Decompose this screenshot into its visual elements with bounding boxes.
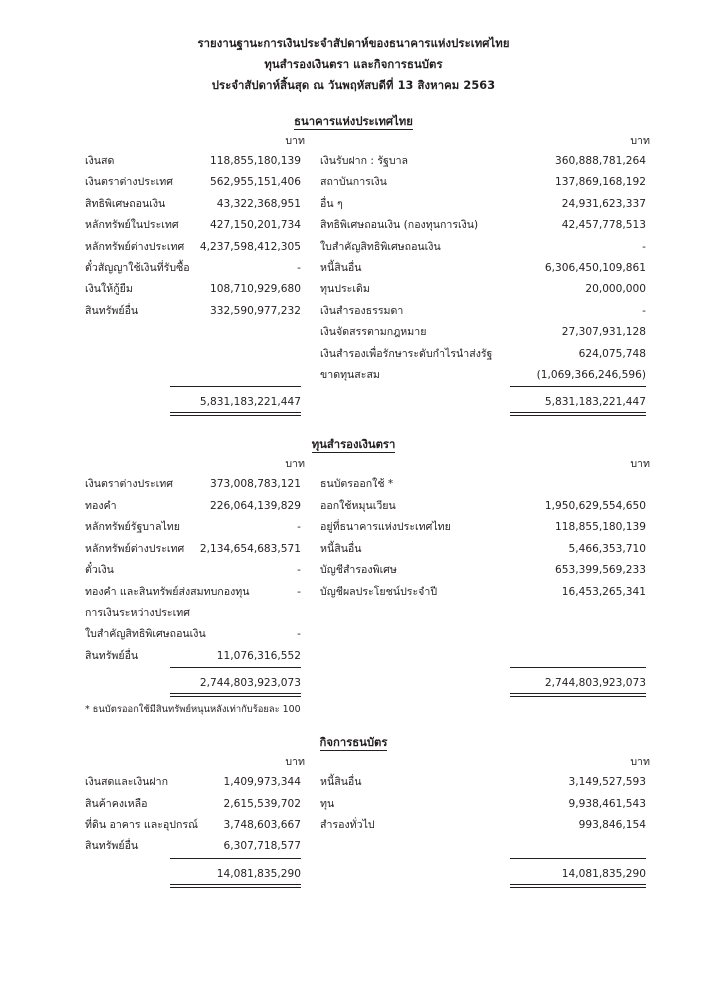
table-row xyxy=(0,603,707,624)
double-rule-left xyxy=(170,693,301,697)
table-cr-total-row xyxy=(0,673,707,693)
row-value: 360,888,781,264 xyxy=(555,155,646,167)
row-label: สินทรัพย์อื่น xyxy=(85,304,139,317)
row-label: ขาดทุนสะสม xyxy=(320,369,380,382)
table-row xyxy=(0,772,707,793)
total-rule-left xyxy=(170,858,301,859)
row-label: เงินจัดสรรตามกฎหมาย xyxy=(320,326,427,339)
total-value-right: 14,081,835,290 xyxy=(561,867,646,880)
row-label: สำรองทั่วไป xyxy=(320,818,375,831)
row-value: 1,409,973,344 xyxy=(223,776,301,789)
table-row xyxy=(0,646,707,667)
row-label: เงินตราต่างประเทศ xyxy=(85,478,173,491)
row-label: เงินสดและเงินฝาก xyxy=(85,776,168,789)
row-value: 42,457,778,513 xyxy=(561,219,646,232)
total-rule-left xyxy=(170,667,301,668)
row-value: - xyxy=(297,262,301,275)
table-currency-reserve xyxy=(0,455,707,700)
row-label: สินทรัพย์อื่น xyxy=(85,649,139,662)
row-value: - xyxy=(297,564,301,577)
row-value: 6,306,450,109,861 xyxy=(544,262,646,275)
row-label: อื่น ๆ xyxy=(320,197,343,210)
section-heading-currency-reserve-text: ทุนสำรองเงินตรา xyxy=(311,438,396,452)
row-value: 993,846,154 xyxy=(578,818,646,831)
row-label: เงินรับฝาก : รัฐบาล xyxy=(320,155,409,167)
total-value-right: 2,744,803,923,073 xyxy=(544,677,646,690)
row-label: หนี้สินอื่น xyxy=(320,262,362,275)
row-value: 2,134,654,683,571 xyxy=(199,542,301,555)
total-value-left: 5,831,183,221,447 xyxy=(199,396,301,409)
section-bot xyxy=(0,114,707,419)
double-rule-right xyxy=(510,884,646,888)
table-no-unit-row xyxy=(0,753,707,772)
row-value: 118,855,180,139 xyxy=(555,521,646,534)
row-value: 24,931,623,337 xyxy=(561,197,646,210)
table-row xyxy=(0,258,707,279)
row-label: เงินสำรองเพื่อรักษาระดับกำไรนำส่งรัฐ xyxy=(320,347,493,360)
row-value: - xyxy=(642,240,646,253)
row-value: 118,855,180,139 xyxy=(210,155,301,167)
row-label: ออกใช้หมุนเวียน xyxy=(320,499,396,512)
row-value: - xyxy=(642,304,646,317)
row-value xyxy=(170,603,305,624)
total-rule-right xyxy=(510,386,646,387)
row-label: เงินสด xyxy=(85,155,115,167)
row-label: ที่ดิน อาคาร และอุปกรณ์ xyxy=(85,818,198,831)
table-row xyxy=(0,301,707,322)
table-row xyxy=(0,836,707,857)
row-value: 6,307,718,577 xyxy=(223,840,301,853)
footnote-currency-reserve: * ธนบัตรออกใช้มีสินทรัพย์หนุนหลังเท่ากับร้อยละ 100 xyxy=(85,704,301,716)
section-currency-reserve xyxy=(0,437,707,717)
double-rule-left xyxy=(170,884,301,888)
row-value: - xyxy=(297,521,301,534)
section-heading-note-operations xyxy=(0,735,707,751)
row-label: หลักทรัพย์รัฐบาลไทย xyxy=(85,521,180,534)
row-label: สินทรัพย์อื่น xyxy=(85,840,139,853)
row-label: เงินสำรองธรรมดา xyxy=(320,304,404,317)
total-rule-left xyxy=(170,386,301,387)
table-bot-unit-row xyxy=(0,132,707,151)
row-label: หลักทรัพย์ต่างประเทศ xyxy=(85,542,185,555)
row-label: สินค้าคงเหลือ xyxy=(85,797,148,810)
section-heading-bot-text: ธนาคารแห่งประเทศไทย xyxy=(294,115,413,128)
report-title-line-2: ทุนสำรองเงินตรา และกิจการธนบัตร xyxy=(264,58,443,71)
table-row xyxy=(0,279,707,300)
section-heading-currency-reserve xyxy=(0,437,707,453)
row-value xyxy=(510,474,650,495)
row-label: ทุน xyxy=(320,797,335,810)
row-value: 3,748,603,667 xyxy=(223,818,301,831)
table-row xyxy=(0,815,707,836)
row-value: 427,150,201,734 xyxy=(210,219,301,232)
row-value: 16,453,265,341 xyxy=(561,585,646,598)
row-label: อยู่ที่ธนาคารแห่งประเทศไทย xyxy=(320,521,451,534)
report-title-line-3: ประจำสัปดาห์สิ้นสุด ณ วันพฤหัสบดีที่ 13 สิงหาคม 2563 xyxy=(211,79,496,92)
row-label: ทองคำ xyxy=(85,499,117,512)
row-value: 226,064,139,829 xyxy=(210,499,301,512)
unit-label-right: บาท xyxy=(630,756,650,769)
row-label: หนี้สินอื่น xyxy=(320,776,362,789)
row-label: สถาบันการเงิน xyxy=(320,176,387,189)
row-label: บัญชีผลประโยชน์ประจำปี xyxy=(320,585,438,598)
section-heading-bot xyxy=(0,114,707,130)
row-value: 27,307,931,128 xyxy=(561,326,646,339)
row-label: บัญชีสำรองพิเศษ xyxy=(320,564,397,577)
row-label: หนี้สินอื่น xyxy=(320,542,362,555)
row-value: 9,938,461,543 xyxy=(568,797,646,810)
report-title-line-1: รายงานฐานะการเงินประจำสัปดาห์ของธนาคารแห่งประเทศไทย xyxy=(197,37,510,50)
total-value-left: 2,744,803,923,073 xyxy=(199,677,301,690)
double-rule-right xyxy=(510,412,646,416)
row-label: ตั๋วเงิน xyxy=(85,564,114,577)
row-value: 624,075,748 xyxy=(578,347,646,360)
row-label: ใบสำคัญสิทธิพิเศษถอนเงิน xyxy=(85,628,206,641)
table-bot-double-rule xyxy=(0,412,707,419)
table-bot xyxy=(0,132,707,419)
row-value: 562,955,151,406 xyxy=(210,176,301,189)
table-row xyxy=(0,539,707,560)
row-value: 3,149,527,593 xyxy=(568,776,646,789)
row-label: เงินตราต่างประเทศ xyxy=(85,176,173,189)
double-rule-left xyxy=(170,412,301,416)
table-note-operations xyxy=(0,753,707,891)
row-label: ทองคำ และสินทรัพย์ส่งสมทบกองทุน xyxy=(85,585,250,598)
row-label: สิทธิพิเศษถอนเงิน xyxy=(85,197,166,210)
row-label: ใบสำคัญสิทธิพิเศษถอนเงิน xyxy=(320,240,441,253)
row-value: 137,869,168,192 xyxy=(555,176,646,189)
row-label: สิทธิพิเศษถอนเงิน (กองทุนการเงิน) xyxy=(320,219,479,232)
row-label: หลักทรัพย์ในประเทศ xyxy=(85,219,179,232)
row-value: 5,466,353,710 xyxy=(568,542,646,555)
table-row xyxy=(0,517,707,538)
table-row xyxy=(0,794,707,815)
table-row xyxy=(0,194,707,215)
row-value: 653,399,569,233 xyxy=(555,564,646,577)
report-title-block xyxy=(0,0,707,96)
row-value: (1,069,366,246,596) xyxy=(536,369,646,382)
row-value: 332,590,977,232 xyxy=(210,304,301,317)
row-label: ธนบัตรออกใช้ * xyxy=(320,478,394,491)
unit-label-left: บาท xyxy=(285,458,305,471)
unit-label-right: บาท xyxy=(630,135,650,147)
table-row xyxy=(0,322,707,343)
row-value: 43,322,368,951 xyxy=(216,197,301,210)
row-value: 108,710,929,680 xyxy=(210,283,301,296)
row-label: ตั๋วสัญญาใช้เงินที่รับซื้อ xyxy=(85,262,190,275)
section-note-operations xyxy=(0,735,707,891)
row-label: หลักทรัพย์ต่างประเทศ xyxy=(85,240,185,253)
table-row xyxy=(0,560,707,581)
row-value: 20,000,000 xyxy=(585,283,646,296)
table-row xyxy=(0,237,707,258)
table-cr-unit-row xyxy=(0,455,707,474)
row-label: ทุนประเดิม xyxy=(320,283,370,296)
row-value: - xyxy=(297,628,301,641)
total-rule-right xyxy=(510,667,646,668)
row-label: เงินให้กู้ยืม xyxy=(85,283,133,296)
row-value: 1,950,629,554,650 xyxy=(544,499,646,512)
table-row xyxy=(0,496,707,517)
total-value-left: 14,081,835,290 xyxy=(216,867,301,880)
table-row xyxy=(0,151,707,172)
table-row xyxy=(0,344,707,365)
table-row xyxy=(0,365,707,386)
unit-label-left: บาท xyxy=(285,756,305,769)
row-value: 4,237,598,412,305 xyxy=(199,240,301,253)
table-row xyxy=(0,172,707,193)
table-no-total-row xyxy=(0,864,707,884)
row-value: 11,076,316,552 xyxy=(216,649,301,662)
table-no-double-rule xyxy=(0,884,707,891)
row-label: การเงินระหว่างประเทศ xyxy=(85,606,190,619)
row-value: - xyxy=(297,585,301,598)
table-row xyxy=(0,215,707,236)
row-value: 2,615,539,702 xyxy=(223,797,301,810)
table-row xyxy=(0,582,707,603)
table-cr-double-rule xyxy=(0,693,707,700)
section-heading-note-operations-text: กิจการธนบัตร xyxy=(319,736,388,750)
table-bot-total-row xyxy=(0,392,707,412)
unit-label-left: บาท xyxy=(285,135,305,147)
unit-label-right: บาท xyxy=(630,458,650,471)
row-value: 373,008,783,121 xyxy=(210,478,301,491)
total-value-right: 5,831,183,221,447 xyxy=(544,396,646,409)
table-row xyxy=(0,474,707,495)
double-rule-right xyxy=(510,693,646,697)
table-row xyxy=(0,624,707,645)
total-rule-right xyxy=(510,858,646,859)
